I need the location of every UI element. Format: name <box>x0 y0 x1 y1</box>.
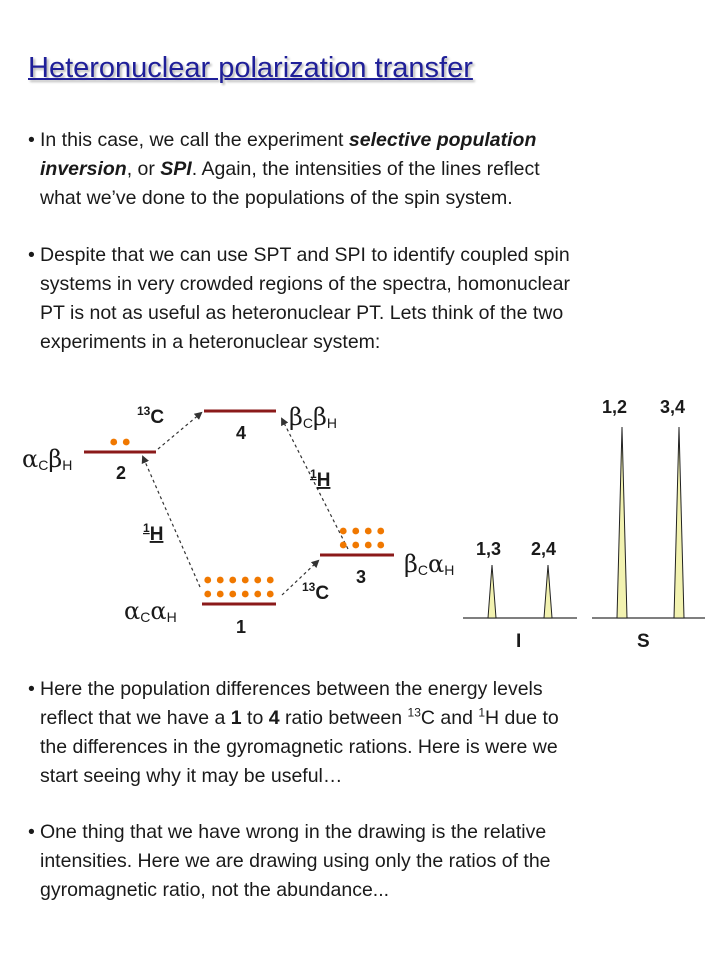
bullet-line: One thing that we have wrong in the drawing is the relative <box>40 821 547 843</box>
population-dot <box>365 528 372 535</box>
bullet-despite <box>24 241 694 357</box>
population-dot <box>229 577 236 584</box>
text-run: H due to <box>485 707 559 729</box>
bullet-dot: • <box>28 129 35 151</box>
text-run: ratio between <box>279 707 408 729</box>
population-dot <box>229 591 236 598</box>
population-dot <box>204 577 211 584</box>
transition-label-1-2: $^1$H <box>143 521 164 545</box>
transition-arrow-3-4 <box>282 419 348 549</box>
population-dots-level-1 <box>204 577 273 598</box>
population-dot <box>110 439 117 446</box>
population-dot <box>365 542 372 549</box>
state-label-alphaC-alphaH: αCαH <box>124 597 177 625</box>
spectrum-peak-1-2 <box>617 427 627 618</box>
population-dot <box>204 591 211 598</box>
ratio-one: 1 <box>230 707 242 729</box>
bullet-population <box>24 675 694 791</box>
emphasis-selective-population: selective population <box>348 129 537 151</box>
bullet-dot: • <box>28 678 35 700</box>
transition-arrow-2-4 <box>158 413 201 449</box>
bullet-line <box>24 155 694 184</box>
peak-label-1-3: 1,3 <box>476 539 502 559</box>
bullet-line: systems in very crowded regions of the spectra, homonuclear <box>40 273 570 295</box>
superscript-1: 1 <box>478 705 486 720</box>
population-dot <box>254 577 261 584</box>
slide-title: Heteronuclear polarization transfer <box>28 52 473 84</box>
bullet-line <box>24 126 694 155</box>
population-dot <box>217 591 224 598</box>
population-dot <box>377 528 384 535</box>
transition-label-3-4: $^1$H <box>310 467 331 491</box>
level-number-2: 2 <box>116 463 127 483</box>
bullet-line <box>24 704 694 733</box>
bullet-dot: • <box>28 821 35 843</box>
population-dot <box>242 591 249 598</box>
population-dot <box>267 591 274 598</box>
population-dot <box>352 542 359 549</box>
text-run: In this case, we call the experiment <box>40 129 349 151</box>
peak-label-1-2: 1,2 <box>602 397 628 417</box>
bullet-line: start seeing why it may be useful… <box>40 765 343 787</box>
level-number-1: 1 <box>236 617 247 637</box>
transition-label-1-3: $^{13}$C <box>302 580 330 604</box>
ratio-four: 4 <box>268 707 280 729</box>
peak-label-2-4: 2,4 <box>531 539 557 559</box>
population-dot <box>352 528 359 535</box>
bullet-line: the differences in the gyromagnetic rations. Here is were we <box>40 736 558 758</box>
bullet-spi <box>24 126 694 213</box>
bullet-line: intensities. Here we are drawing using only the ratios of the <box>40 850 551 872</box>
emphasis-inversion: inversion <box>40 158 127 180</box>
population-dot <box>267 577 274 584</box>
emphasis-spi: SPI <box>160 158 192 180</box>
population-dot <box>377 542 384 549</box>
bullet-wrong <box>24 818 694 905</box>
spectrum-peak-1-3 <box>488 565 496 618</box>
population-dots-level-2 <box>110 439 129 446</box>
spectrum-peak-2-4 <box>544 565 552 618</box>
text-run: , or <box>126 158 161 180</box>
text-run: to <box>241 707 269 729</box>
bullet-line: gyromagnetic ratio, not the abundance... <box>40 879 390 901</box>
text-run: . Again, the intensities of the lines reflect <box>191 158 540 180</box>
state-label-alphaC-betaH: αCβH <box>22 445 73 473</box>
text-run: reflect that we have a <box>40 707 231 729</box>
level-number-4: 4 <box>236 423 247 443</box>
population-dot <box>340 528 347 535</box>
bullet-line: Here the population differences between the energy levels <box>40 678 543 700</box>
peak-label-3-4: 3,4 <box>660 397 686 417</box>
population-dot <box>340 542 347 549</box>
superscript-13: 13 <box>407 705 421 720</box>
transition-arrow-1-2 <box>143 457 200 587</box>
bullet-line: PT is not as useful as heteronuclear PT. Lets think of the two <box>40 302 564 324</box>
state-label-betaC-betaH: βCβH <box>289 403 337 431</box>
bullet-line: Despite that we can use SPT and SPI to identify coupled spin <box>40 244 570 266</box>
bullet-line: experiments in a heteronuclear system: <box>40 331 381 353</box>
population-dot <box>254 591 261 598</box>
spectrum-label-S: S <box>637 631 650 652</box>
level-number-3: 3 <box>356 567 367 587</box>
spectrum-peak-3-4 <box>674 427 684 618</box>
bullet-line: what we’ve done to the populations of the spin system. <box>40 187 513 209</box>
spectrum-label-I: I <box>516 631 522 652</box>
bullet-dot: • <box>28 244 35 266</box>
population-dot <box>217 577 224 584</box>
energy-level-diagram <box>0 375 720 665</box>
text-run: C and <box>420 707 479 729</box>
transition-label-2-4: $^{13}$C <box>137 404 165 428</box>
population-dot <box>123 439 130 446</box>
state-label-betaC-alphaH: βCαH <box>404 550 455 578</box>
population-dot <box>242 577 249 584</box>
population-dots-level-3 <box>340 528 384 549</box>
